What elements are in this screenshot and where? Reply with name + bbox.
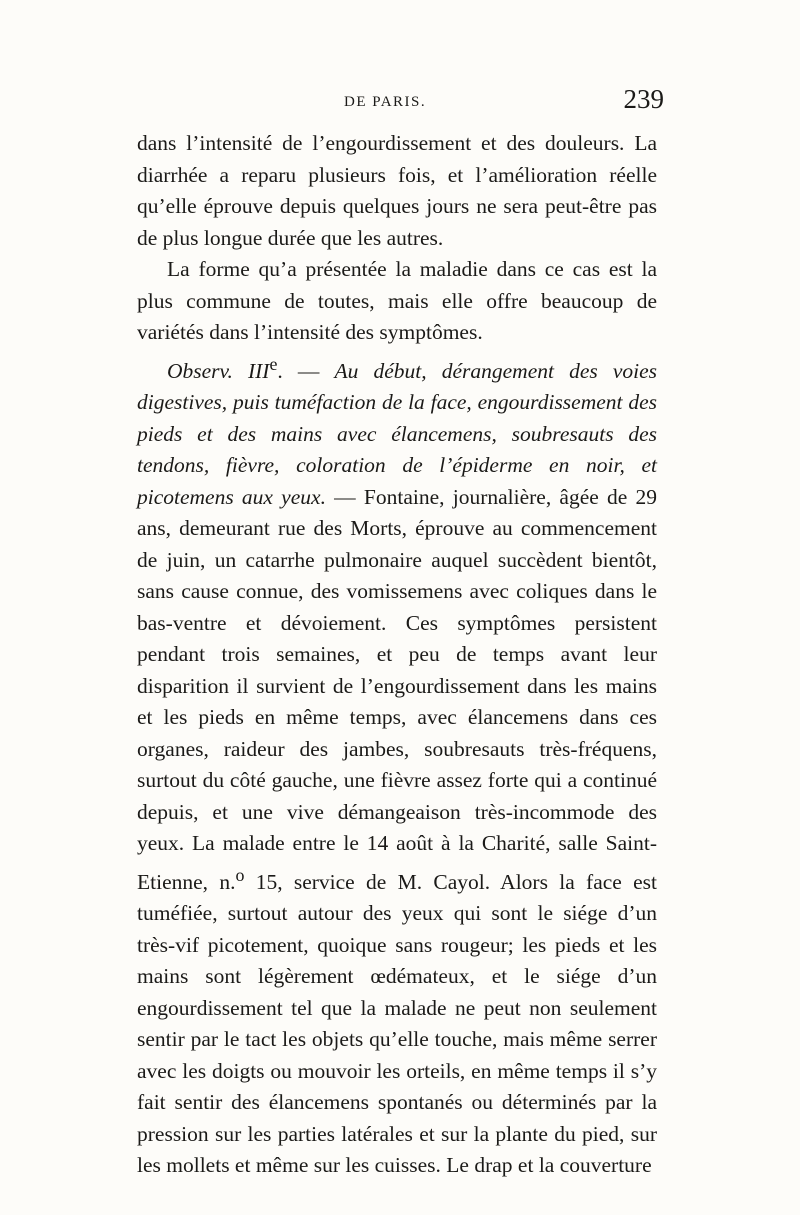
paragraph-commentary: La forme qu’a présentée la maladie dans ce cas est la plus commune de toutes, mais elle offre beaucoup de variétés dans l’intensité des symptômes. [137,257,657,344]
observation-summary: Au début, dérangement des voies digestives, puis tuméfaction de la face, engourdissement des pieds et des mains avec élancemens, soubresauts des tendons, fièvre, coloration de l’épiderme en noir, et picotemens aux yeux. [137,358,658,509]
observation-dash-2: — [325,484,364,509]
page-number: 239 [623,84,664,114]
observation-label-sup: e [269,353,278,374]
observation-case-text-cont: 15, service de M. Cayol. Alors la face est tuméfiée, surtout autour des yeux qui sont le siége d’un très-vif picotement, quoique sans rougeur; les pieds et les mains sont légèrement œdémateux, et le siége d’un engourdissement tel que la malade ne peut non seulement sentir par le tact les objets qu’elle touche, mais même serrer avec les doigts ou mouvoir les orteils, en même temps il s’y fait sentir des élancemens spontanés ou déterminés par la pression sur les parties latérales et sur la plante du pied, sur les mollets et même sur les cuisses. Le drap et la couverture [137,869,657,1178]
observation-label: Observ. III [167,358,270,383]
observation-dash: . — [277,358,335,383]
paragraph-continuation: dans l’intensité de l’engourdissement et des douleurs. La diarrhée a reparu plusieurs fois, et l’amélioration réelle qu’elle éprouve depuis quelques jours ne sera peut-être pas de plus longue durée que les autres. [137,131,657,250]
observation-case-text: Fontaine, journalière, âgée de 29 ans, demeurant rue des Morts, éprouve au commencement de juin, un catarrhe pulmonaire auquel succèdent bientôt, sans cause connue, des vomissemens avec coliques dans le bas-ventre et dévoiement. Ces symptômes persistent pendant trois semaines, et peu de temps avant leur disparition il survient de l’engourdissement dans les mains et les pieds en même temps, avec élancemens dans ces organes, raideur des jambes, soubresauts très-fréquens, surtout du côté gauche, une fièvre assez forte qui a continué depuis, et une vive démangeaison très-incommode des yeux. La malade entre le 14 août à la Charité, salle Saint-Etienne, n. [137,484,658,894]
body-text [137,128,657,1182]
ordinal-sup: o [235,864,245,885]
running-head: DE PARIS. [344,94,427,110]
paragraph-observation-3 [137,349,657,1182]
page-header [137,84,664,124]
